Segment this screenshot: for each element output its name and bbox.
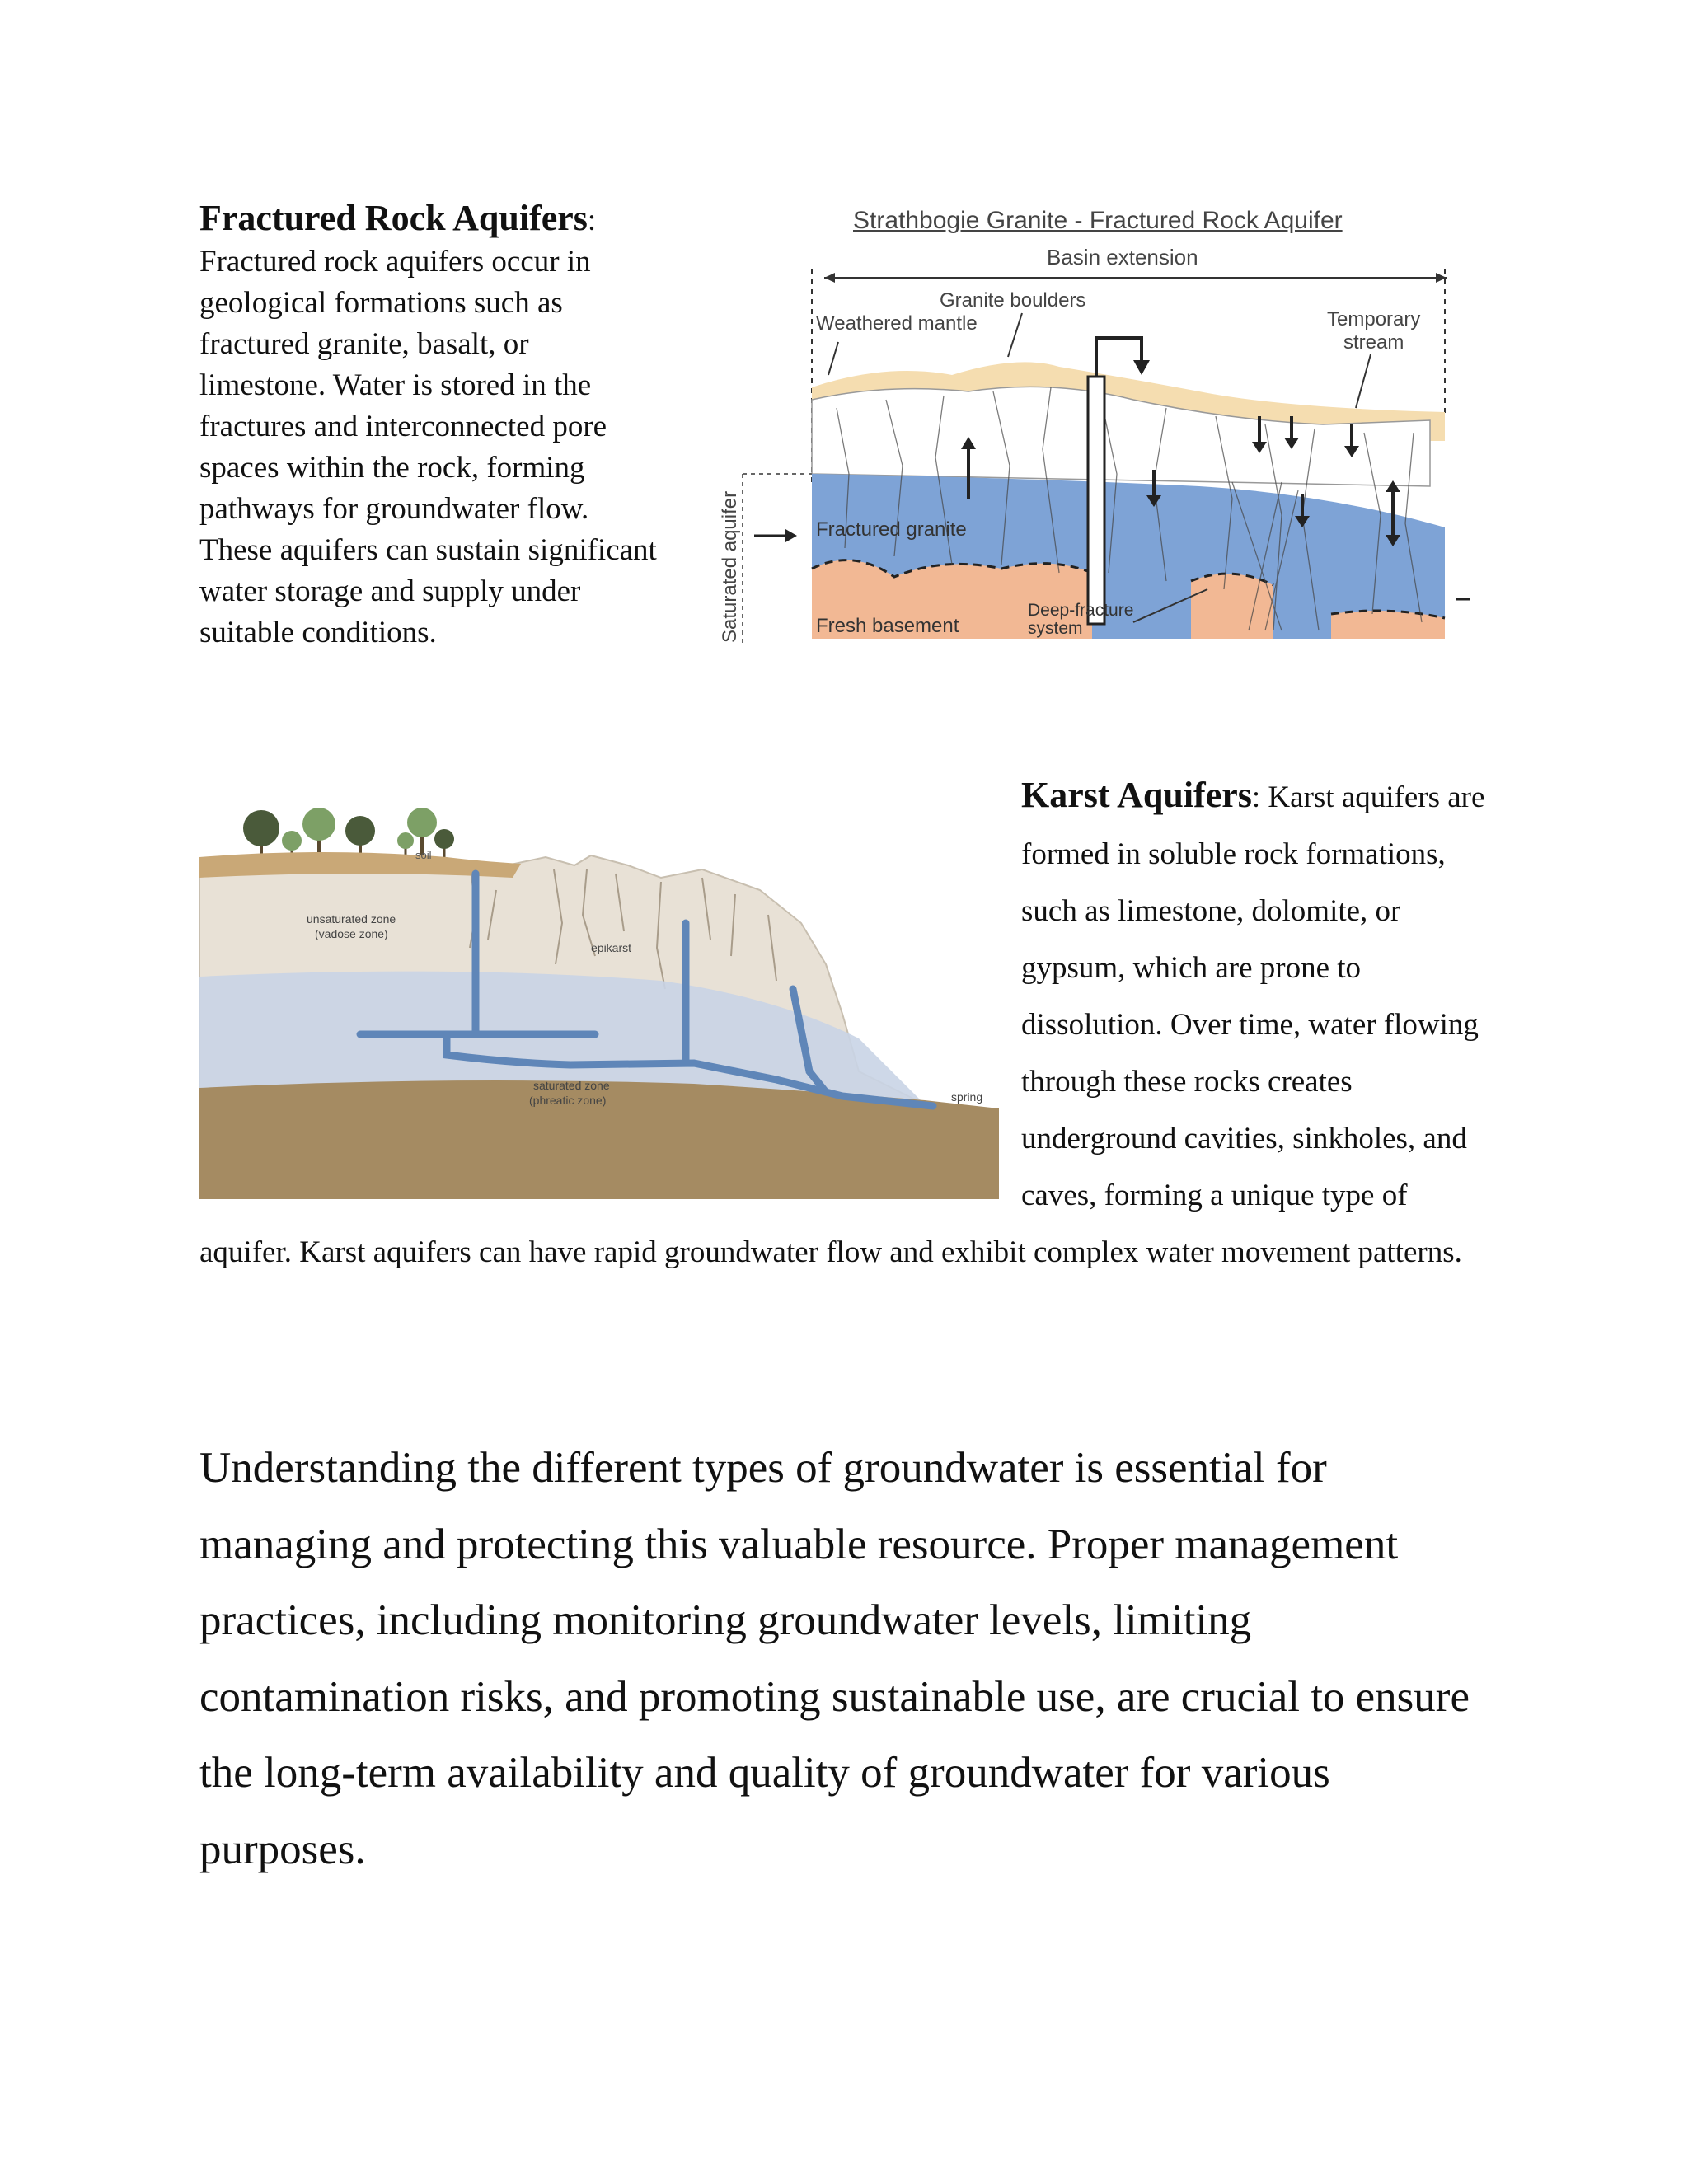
deep-fracture-label-2: system (1028, 619, 1083, 638)
soil-label: soil (415, 849, 432, 861)
well-casing (1088, 377, 1104, 624)
karst-paragraph (199, 766, 1485, 1281)
summary-paragraph: Understanding the different types of groundwater is essential for managing and protecting this valuable resource. Proper management practices, including monitoring groundwater levels, limiting contamination risks, and promoting sustainable use, are crucial to ensure the long-term availability and quality of groundwater for various purposes. (199, 1444, 1470, 1873)
fractured-rock-heading: Fractured Rock Aquifers (199, 198, 588, 238)
fractured-rock-aquifer-diagram (705, 202, 1471, 655)
fractured-rock-body: Fractured rock aquifers occur in geological formations such as fractured granite, basalt, or limestone. Water is stored in the fractures and interconnected pore spaces within the rock, forming pathways for groundwater flow. These aquifers can sustain significant water storage and supply under suitable conditions. (199, 245, 657, 649)
diagram-title: Strathbogie Granite - Fractured Rock Aquifer (853, 207, 1343, 234)
fresh-basement-right (1331, 611, 1445, 639)
weathered-mantle-label: Weathered mantle (816, 312, 978, 335)
saturated-zone-label-1: saturated zone (533, 1079, 610, 1092)
saturated-aquifer-label: Saturated aquifer (719, 490, 741, 643)
temporary-stream-label-1: Temporary (1327, 308, 1421, 330)
fractured-rock-paragraph (199, 198, 661, 654)
temporary-stream-label-2: stream (1343, 331, 1404, 354)
epikarst-label: epikarst (591, 941, 632, 954)
karst-heading: Karst Aquifers (1021, 775, 1252, 815)
deep-fracture-label-1: Deep-fracture (1028, 601, 1134, 620)
basin-extension-label: Basin extension (1047, 245, 1198, 269)
spring-label: spring (951, 1090, 983, 1104)
granite-boulders-label: Granite boulders (940, 289, 1086, 312)
fresh-basement-label: Fresh basement (816, 615, 959, 637)
unsaturated-zone-label-2: (vadose zone) (315, 927, 388, 940)
fresh-basement-mid (1191, 574, 1273, 639)
heading-colon: : (587, 204, 597, 237)
saturated-zone-label-2: (phreatic zone) (529, 1094, 607, 1107)
unsaturated-zone-label-1: unsaturated zone (307, 912, 396, 926)
fractured-granite-label: Fractured granite (816, 518, 967, 541)
karst-text-block (199, 766, 1485, 1281)
karst-body: : Karst aquifers are formed in soluble rock formations, such as limestone, dolomite, or gypsum, which are prone to dissolution. Over time, water flowing through these rocks creates underground cavities, sinkholes, and caves, forming a unique type of aquifer. Karst aquifers can have rapid groundwater flow and exhibit complex water movement patterns. (199, 780, 1485, 1269)
